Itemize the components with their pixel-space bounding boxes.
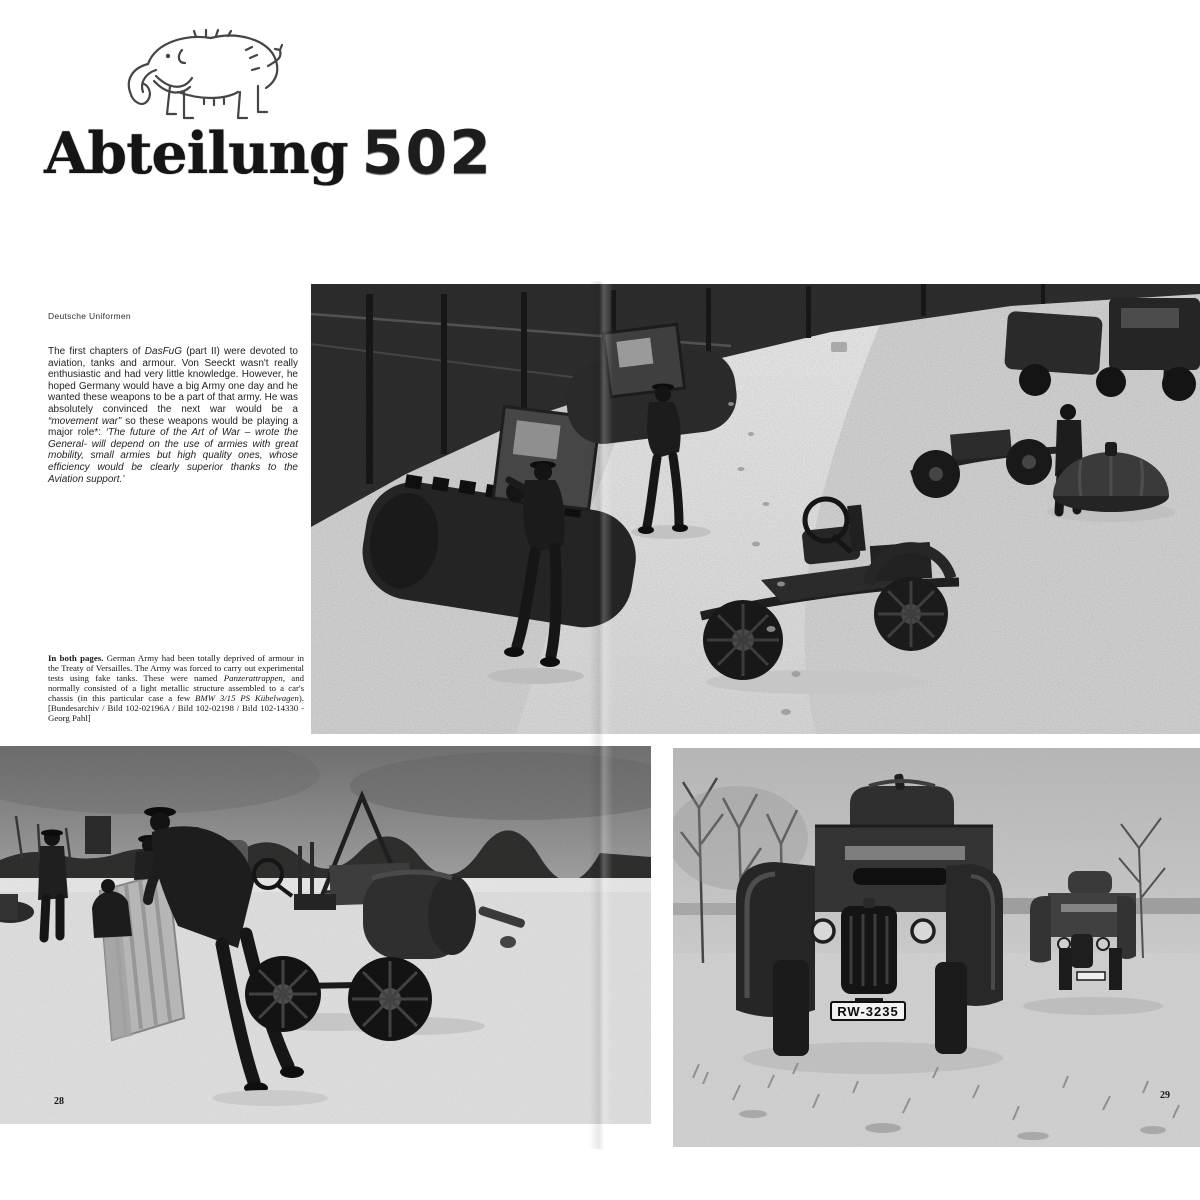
mammoth-icon — [116, 26, 294, 128]
logo — [44, 118, 493, 189]
mammoth-eye — [166, 54, 170, 58]
intro-paragraph: The first chapters of DasFuG (part II) were devoted to aviation, tanks and armour. Von Seeckt wasn't really enthusiastic and had very little knowledge. However, he hoped Germany would have a big Army one day and he wanted these weapons to be a part of that army. He was absolutely convinced the next war would be a “movement war” so these weapons would be playing a major role*: ‘The future of the Art of War – wrote the General- will depend on the use of armies with great mobility, small armies but high quality ones, whose efficiency would be clearly superior thanks to the Aviation support.’ — [48, 346, 298, 485]
page-number-right: 29 — [1160, 1090, 1170, 1101]
logo-brand-number: 502 — [361, 118, 493, 188]
photo-bottom-right-armoured-cars — [673, 748, 1200, 1147]
photo-caption: In both pages. German Army had been totally deprived of armour in the Treaty of Versailles. The Army was forced to carry out experimental tests using fake tanks. These were named Panzerattrappen, and normally consisted of a light metallic structure assembled to a car's chassis (in this particular case a few BMW 3/15 PS Kübelwagen). [Bundesarchiv / Bild 102-02196A / Bild 102-02198 / Bild 102-14330 - Georg Pahl] — [48, 653, 305, 723]
photo-top-tank-dummies — [311, 284, 1200, 734]
page-number-left: 28 — [54, 1096, 64, 1107]
photo-bottom-left-assembly — [0, 746, 651, 1124]
logo-brand-word: Abteilung — [44, 120, 348, 187]
section-label: Deutsche Uniformen — [48, 311, 131, 321]
license-plate — [831, 1002, 905, 1020]
license-plate-text: RW-3235 — [837, 1004, 899, 1019]
